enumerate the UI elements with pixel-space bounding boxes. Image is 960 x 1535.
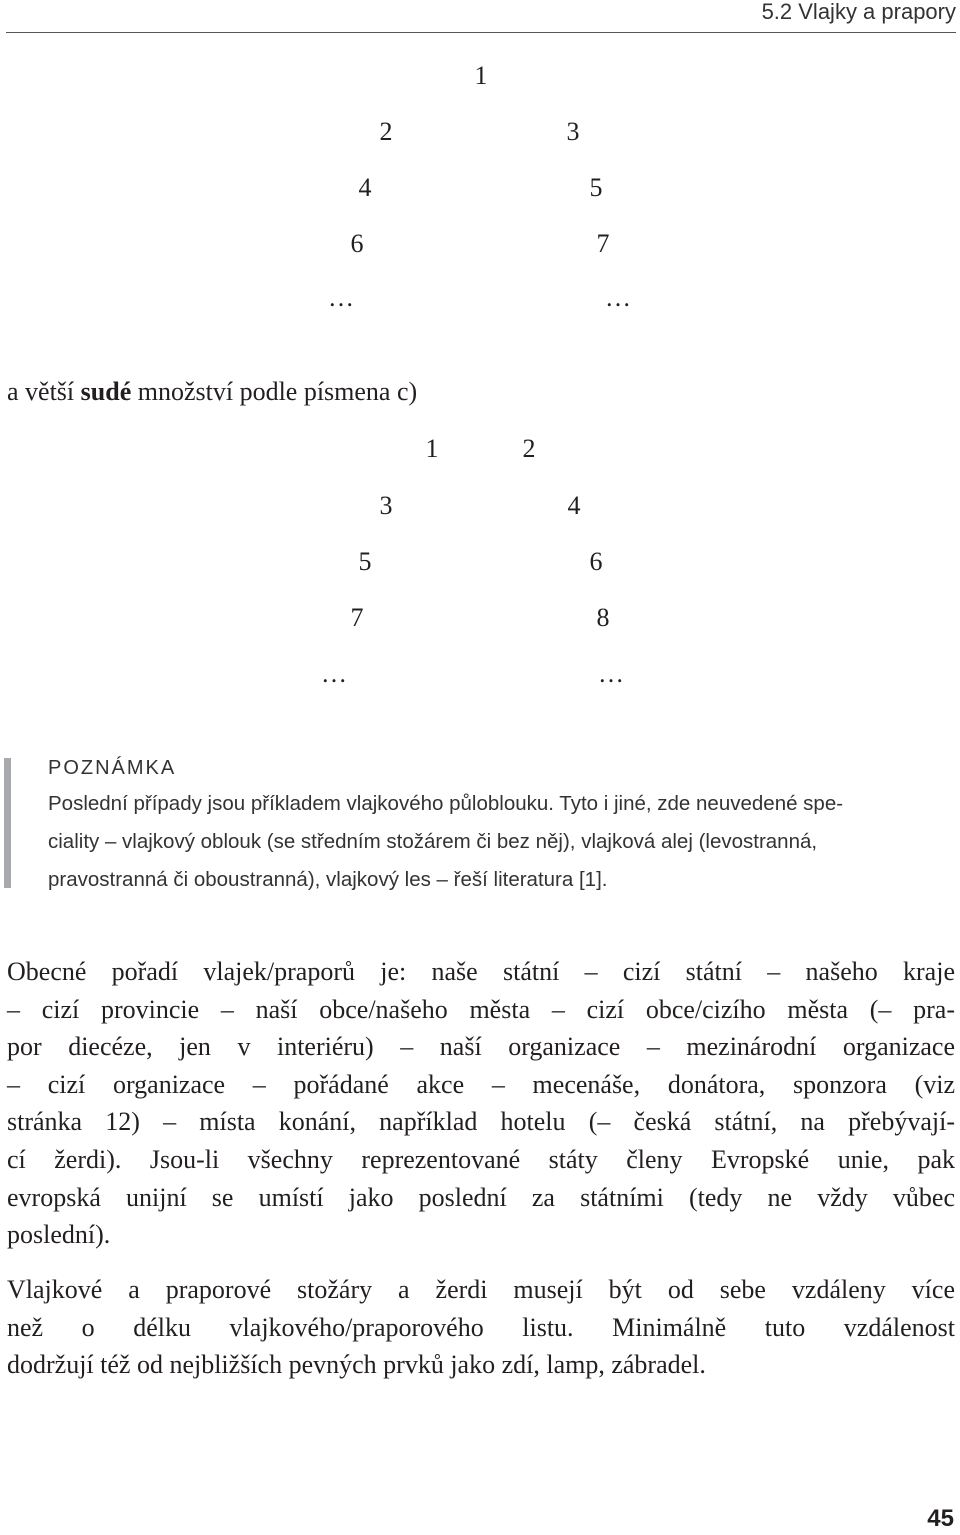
odd-number: 3 <box>566 117 580 146</box>
even-number: 5 <box>358 547 372 576</box>
paragraph-line: Obecné pořadí vlajek/praporů je: naše státní – cizí státní – našeho kraje <box>7 957 955 986</box>
odd-number: 6 <box>350 229 364 258</box>
paragraph-line: stránka 12) – místa konání, například hotelu (– česká státní, na přebývají- <box>7 1107 955 1137</box>
even-number: 3 <box>379 491 393 520</box>
odd-ellipsis: … <box>328 283 354 312</box>
even-ellipsis: … <box>598 659 624 688</box>
even-number: 4 <box>567 491 581 520</box>
running-header: 5.2 Vlajky a prapory <box>761 0 956 24</box>
paragraph-line: dodržují též od nejbližších pevných prvků jako zdí, lamp, zábradel. <box>7 1350 706 1380</box>
header-rule <box>6 32 956 33</box>
paragraph-line: poslední). <box>7 1220 111 1250</box>
paragraph-line: než o délku vlajkového/praporového listu. Minimálně tuto vzdálenost <box>7 1312 955 1342</box>
even-number: 8 <box>596 603 610 632</box>
intro-bold: sudé <box>80 377 132 406</box>
odd-ellipsis: … <box>605 283 631 312</box>
note-line: Poslední případy jsou příkladem vlajkového půloblouku. Tyto i jiné, zde neuvedené spe- <box>48 792 844 815</box>
paragraph-line: Vlajkové a praporové stožáry a žerdi musejí být od sebe vzdáleny více <box>7 1275 955 1304</box>
paragraph-spacing <box>7 1271 955 1384</box>
even-ellipsis: … <box>321 659 347 688</box>
odd-number: 4 <box>358 173 372 202</box>
paragraph-line: – cizí provincie – naší obce/našeho města – cizí obce/cizího města (– pra- <box>7 994 955 1024</box>
paragraph-line: evropská unijní se umístí jako poslední za státními (tedy ne vždy vůbec <box>7 1182 955 1212</box>
odd-number: 7 <box>596 229 610 258</box>
intro-after: množství podle písmena c) <box>131 377 418 406</box>
even-number: 6 <box>589 547 603 576</box>
even-number: 1 <box>425 434 439 463</box>
note-line: ciality – vlajkový oblouk (se středním stožárem či bez něj), vlajková alej (levostranná, <box>48 830 818 853</box>
paragraph-line: – cizí organizace – pořádané akce – mecenáše, donátora, sponzora (viz <box>7 1069 955 1099</box>
odd-number: 1 <box>474 61 488 90</box>
paragraph-line: cí žerdi). Jsou-li všechny reprezentované státy členy Evropské unie, pak <box>7 1144 955 1174</box>
odd-number: 2 <box>379 117 393 146</box>
note-accent-bar <box>4 758 11 888</box>
note-title: POZNÁMKA <box>48 757 177 779</box>
note-line: pravostranná či oboustranná), vlajkový les – řeší literatura [1]. <box>48 868 608 891</box>
page-number: 45 <box>927 1505 954 1532</box>
odd-number: 5 <box>589 173 603 202</box>
paragraph-line: por diecéze, jen v interiéru) – naší organizace – mezinárodní organizace <box>7 1032 955 1062</box>
intro-line <box>7 377 417 407</box>
intro-before: a větší <box>7 377 81 406</box>
even-number: 7 <box>350 603 364 632</box>
even-number: 2 <box>522 434 536 463</box>
paragraph-order <box>7 953 955 1254</box>
